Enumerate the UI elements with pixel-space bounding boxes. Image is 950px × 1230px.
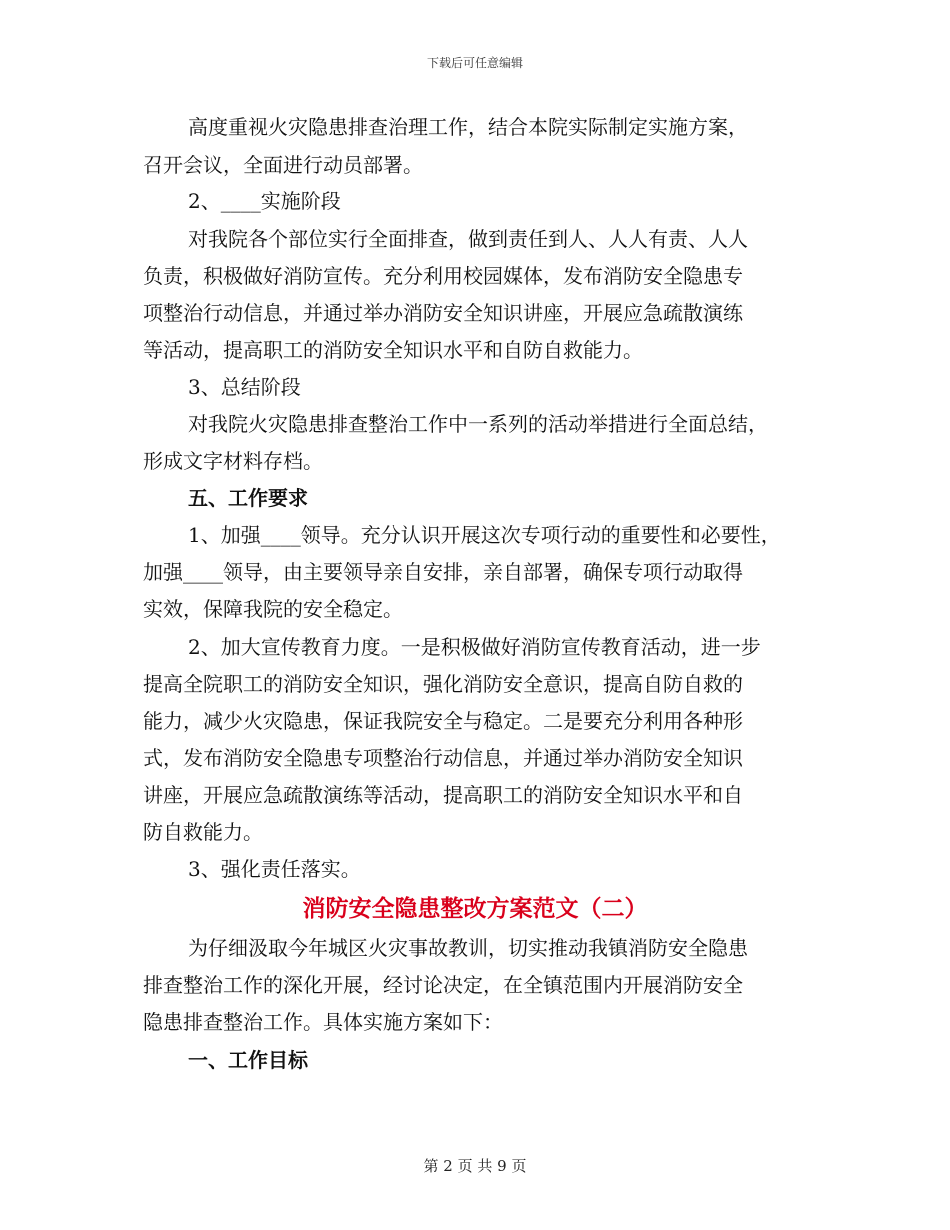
body-line: 能力，减少火灾隐患，保证我院安全与稳定。二是要充分利用各种形 [143, 709, 743, 733]
body-line: 排查整治工作的深化开展，经讨论决定，在全镇范围内开展消防安全 [143, 973, 743, 997]
body-line: 实效，保障我院的安全稳定。 [143, 597, 403, 621]
body-line: 形成文字材料存档。 [143, 449, 323, 473]
body-line: 3、强化责任落实。 [188, 857, 361, 881]
body-line: 对我院火灾隐患排查整治工作中一系列的活动举措进行全面总结， [188, 412, 768, 436]
body-line: 式，发布消防安全隐患专项整治行动信息，并通过举办消防安全知识 [143, 746, 743, 770]
body-line: 等活动，提高职工的消防安全知识水平和自防自救能力。 [143, 338, 643, 362]
body-line: 为仔细汲取今年城区火灾事故教训，切实推动我镇消防安全隐患 [188, 936, 748, 960]
section-heading: 一、工作目标 [188, 1048, 308, 1072]
body-line: 加强____领导，由主要领导亲自安排，亲自部署，确保专项行动取得 [143, 560, 743, 584]
page-footer: 第 2 页 共 9 页 [423, 1157, 527, 1175]
body-line: 2、加大宣传教育力度。一是积极做好消防宣传教育活动，进一步 [188, 635, 761, 659]
body-line: 负责，积极做好消防宣传。充分利用校园媒体，发布消防安全隐患专 [143, 264, 743, 288]
page-header: 下载后可任意编辑 [426, 56, 523, 70]
subheading: 3、总结阶段 [188, 375, 301, 399]
body-line: 对我院各个部位实行全面排查，做到责任到人、人人有责、人人 [188, 227, 748, 251]
body-line: 防自救能力。 [143, 820, 263, 844]
body-line: 召开会议，全面进行动员部署。 [143, 153, 423, 177]
subheading: 2、____实施阶段 [188, 189, 341, 213]
body-line: 隐患排查整治工作。具体实施方案如下： [143, 1010, 503, 1034]
body-line: 项整治行动信息，并通过举办消防安全知识讲座，开展应急疏散演练 [143, 301, 743, 325]
body-line: 高度重视火灾隐患排查治理工作，结合本院实际制定实施方案， [188, 115, 748, 139]
body-line: 提高全院职工的消防安全知识，强化消防安全意识，提高自防自救的 [143, 672, 743, 696]
body-line: 讲座，开展应急疏散演练等活动，提高职工的消防安全知识水平和自 [143, 783, 743, 807]
body-line: 1、加强____领导。充分认识开展这次专项行动的重要性和必要性， [188, 523, 781, 547]
section-heading: 五、工作要求 [188, 486, 308, 510]
section-title: 消防安全隐患整改方案范文（二） [302, 896, 648, 922]
